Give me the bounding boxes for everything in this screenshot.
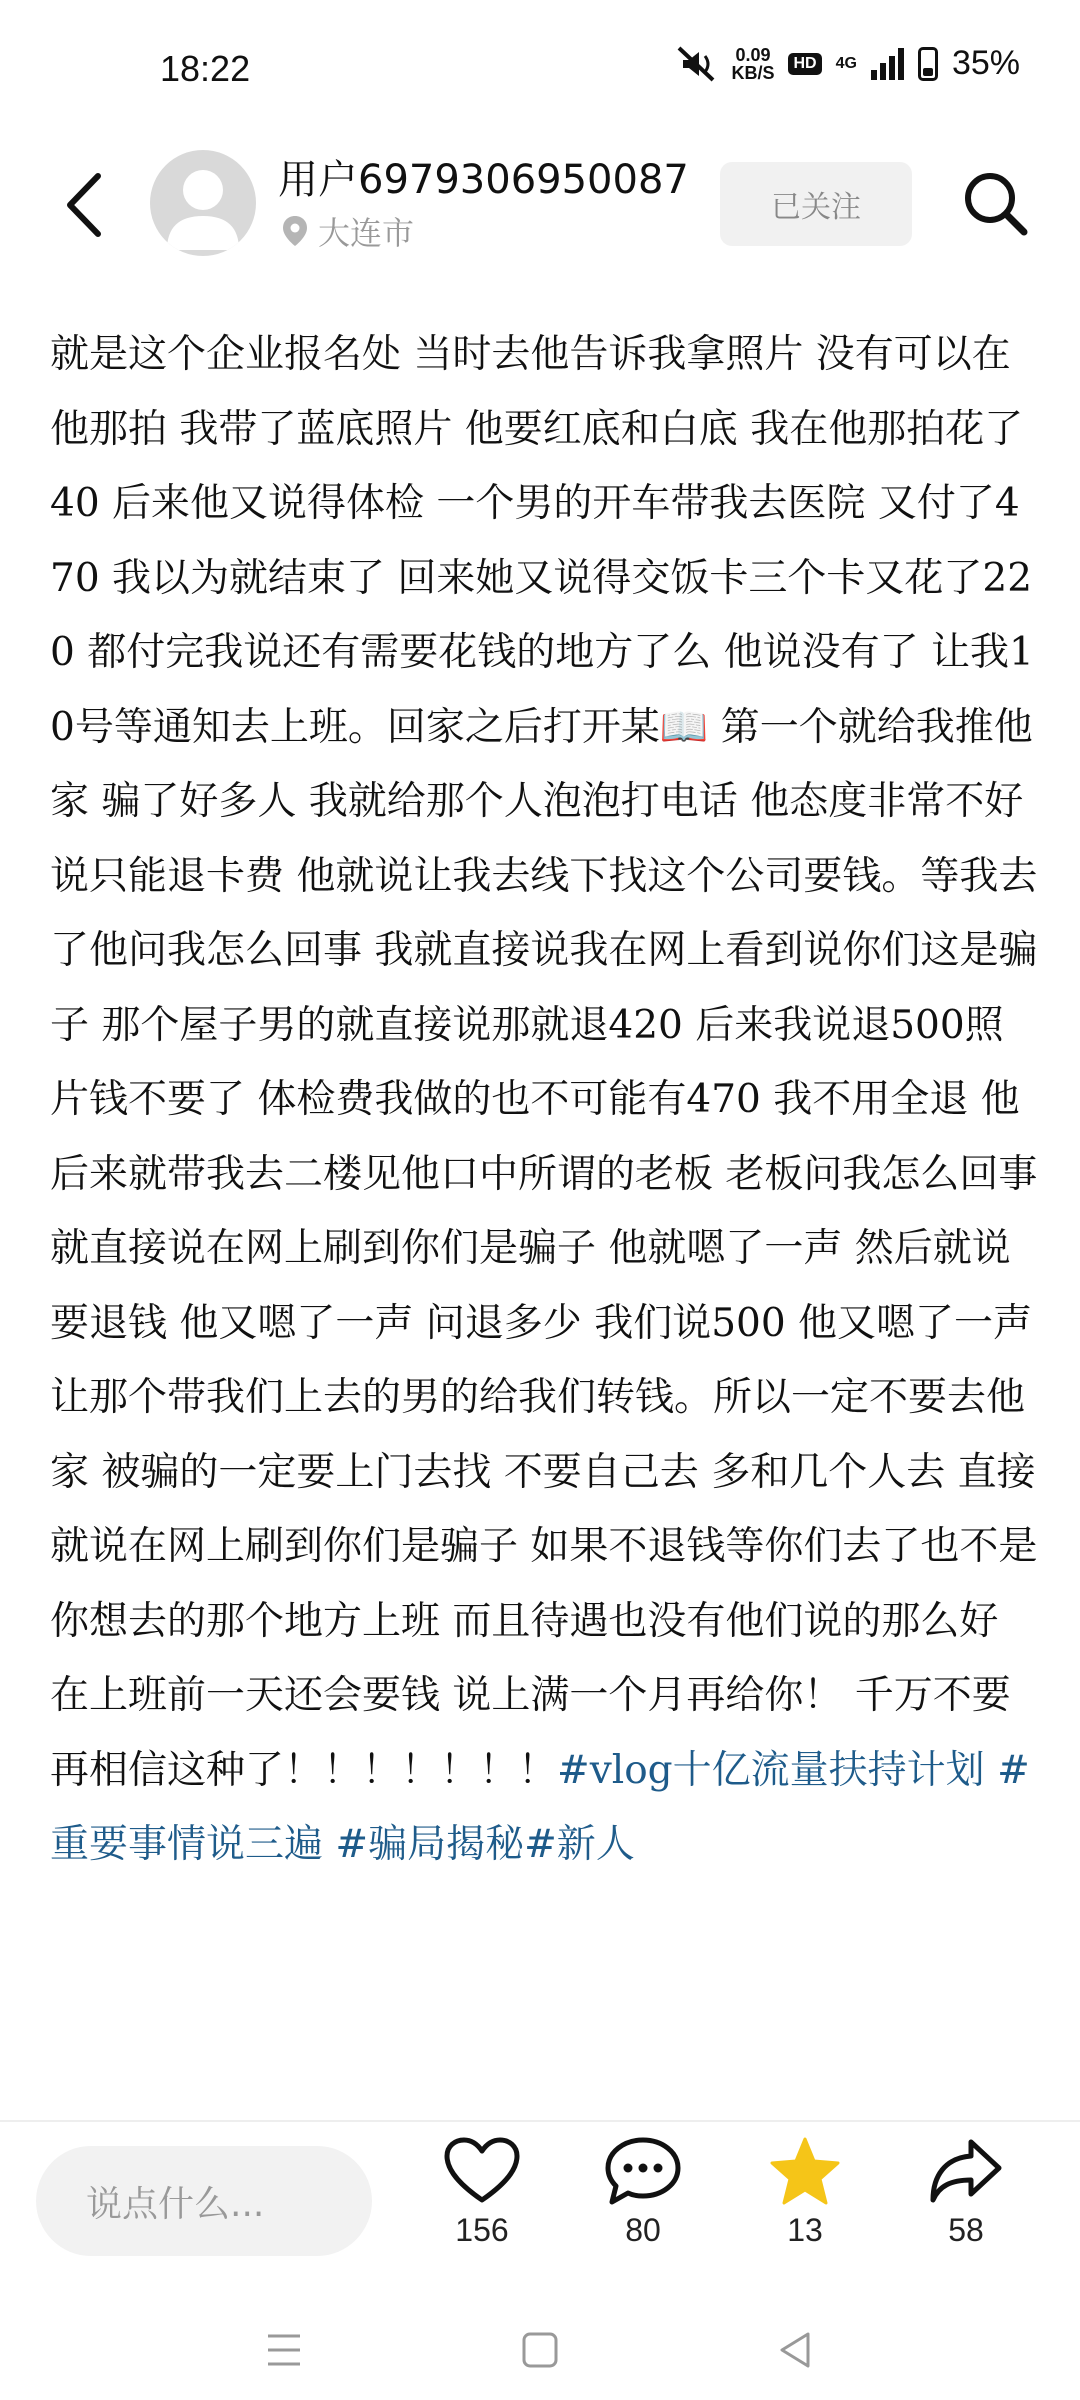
comment-count: 80 bbox=[625, 2212, 661, 2248]
username[interactable]: 用户6979306950087 bbox=[278, 157, 689, 203]
battery-icon bbox=[918, 47, 938, 81]
avatar[interactable] bbox=[150, 150, 256, 256]
mute-icon bbox=[677, 46, 717, 82]
net-speed-value: 0.09 bbox=[735, 44, 771, 65]
back-triangle-icon[interactable] bbox=[766, 2320, 826, 2380]
like-button[interactable] bbox=[422, 2136, 542, 2249]
comment-button[interactable] bbox=[583, 2136, 703, 2249]
like-count: 156 bbox=[455, 2212, 509, 2248]
net-speed bbox=[731, 46, 774, 82]
follow-button[interactable]: 已关注 bbox=[720, 162, 912, 246]
hashtag-spacer bbox=[985, 1748, 997, 1793]
hd-badge: HD bbox=[788, 53, 821, 75]
back-arrow-icon[interactable] bbox=[56, 170, 116, 240]
chat-bubble-icon bbox=[604, 2136, 682, 2206]
post-header bbox=[0, 140, 1080, 280]
favorite-count: 13 bbox=[787, 2212, 823, 2248]
search-icon[interactable] bbox=[960, 168, 1030, 238]
star-icon bbox=[766, 2136, 844, 2206]
heart-icon bbox=[443, 2136, 521, 2206]
battery-percent: 35% bbox=[951, 44, 1020, 82]
hashtag-spacer bbox=[323, 1822, 335, 1867]
post-body bbox=[50, 318, 1040, 1883]
default-avatar-icon bbox=[150, 150, 256, 256]
comment-input[interactable]: 说点什么... bbox=[36, 2146, 372, 2256]
status-time: 18:22 bbox=[160, 48, 251, 89]
net-speed-unit: KB/S bbox=[731, 62, 775, 83]
share-button[interactable] bbox=[906, 2136, 1026, 2249]
home-square-icon[interactable] bbox=[510, 2320, 570, 2380]
system-nav-bar bbox=[0, 2290, 1080, 2400]
hashtag[interactable]: #骗局揭秘 bbox=[335, 1822, 525, 1867]
network-type: 4G bbox=[835, 54, 857, 72]
menu-icon[interactable] bbox=[254, 2320, 314, 2380]
location-text: 大连市 bbox=[318, 214, 415, 252]
hashtag[interactable]: #vlog十亿流量扶持计划 bbox=[557, 1747, 985, 1793]
hashtag[interactable]: #重要事情说三遍 bbox=[50, 1747, 1030, 1867]
post-text: 就是这个企业报名处 当时去他告诉我拿照片 没有可以在他那拍 我带了蓝底照片 他要红底和白底 我在他那拍花了40 后来他又说得体检 一个男的开车带我去医院 又付了470 我以为就结束了 回来她又说得交饭卡三个卡又花了220 都付完我说还有需要花钱的地方了么 他说没有了 让我10号等通知去上班。回家之后打开某📖 第一个就给我推他家 骗了好多人 我就给那个人泡泡打电话 他态度非常不好 说只能退卡费 他就说让我去线下找这个公司要钱。等我去了他问我怎么回事 我就直接说我在网上看到说你们这是骗子 那个屋子男的就直接说那就退420 后来我说退500照片钱不要了 体检费我做的也不可能有470 我不用全退 他后来就带我去二楼见他口中所谓的老板 老板问我怎么回事 就直接说在网上刷到你们是骗子 他就嗯了一声 然后就说要退钱 他又嗯了一声 问退多少 我们说500 他又嗯了一声 让那个带我们上去的男的给我们转钱。所以一定不要去他家 被骗的一定要上门去找 不要自己去 多和几个人去 直接就说在网上刷到你们是骗子 如果不退钱等你们去了也不是你想去的那个地方上班 而且待遇也没有他们说的那么好 在上班前一天还会要钱 说上满一个月再给你！ 千万不要再相信这种了！！！！！！！ bbox=[50, 332, 1038, 1793]
location bbox=[282, 208, 414, 254]
favorite-button[interactable] bbox=[745, 2136, 865, 2249]
divider bbox=[0, 2120, 1080, 2122]
hashtag[interactable]: #新人 bbox=[524, 1822, 635, 1867]
share-arrow-icon bbox=[927, 2136, 1005, 2206]
share-count: 58 bbox=[948, 2212, 984, 2248]
location-pin-icon bbox=[282, 215, 308, 247]
status-icons bbox=[677, 44, 1020, 83]
signal-icon bbox=[871, 48, 904, 80]
status-bar bbox=[0, 0, 1080, 140]
